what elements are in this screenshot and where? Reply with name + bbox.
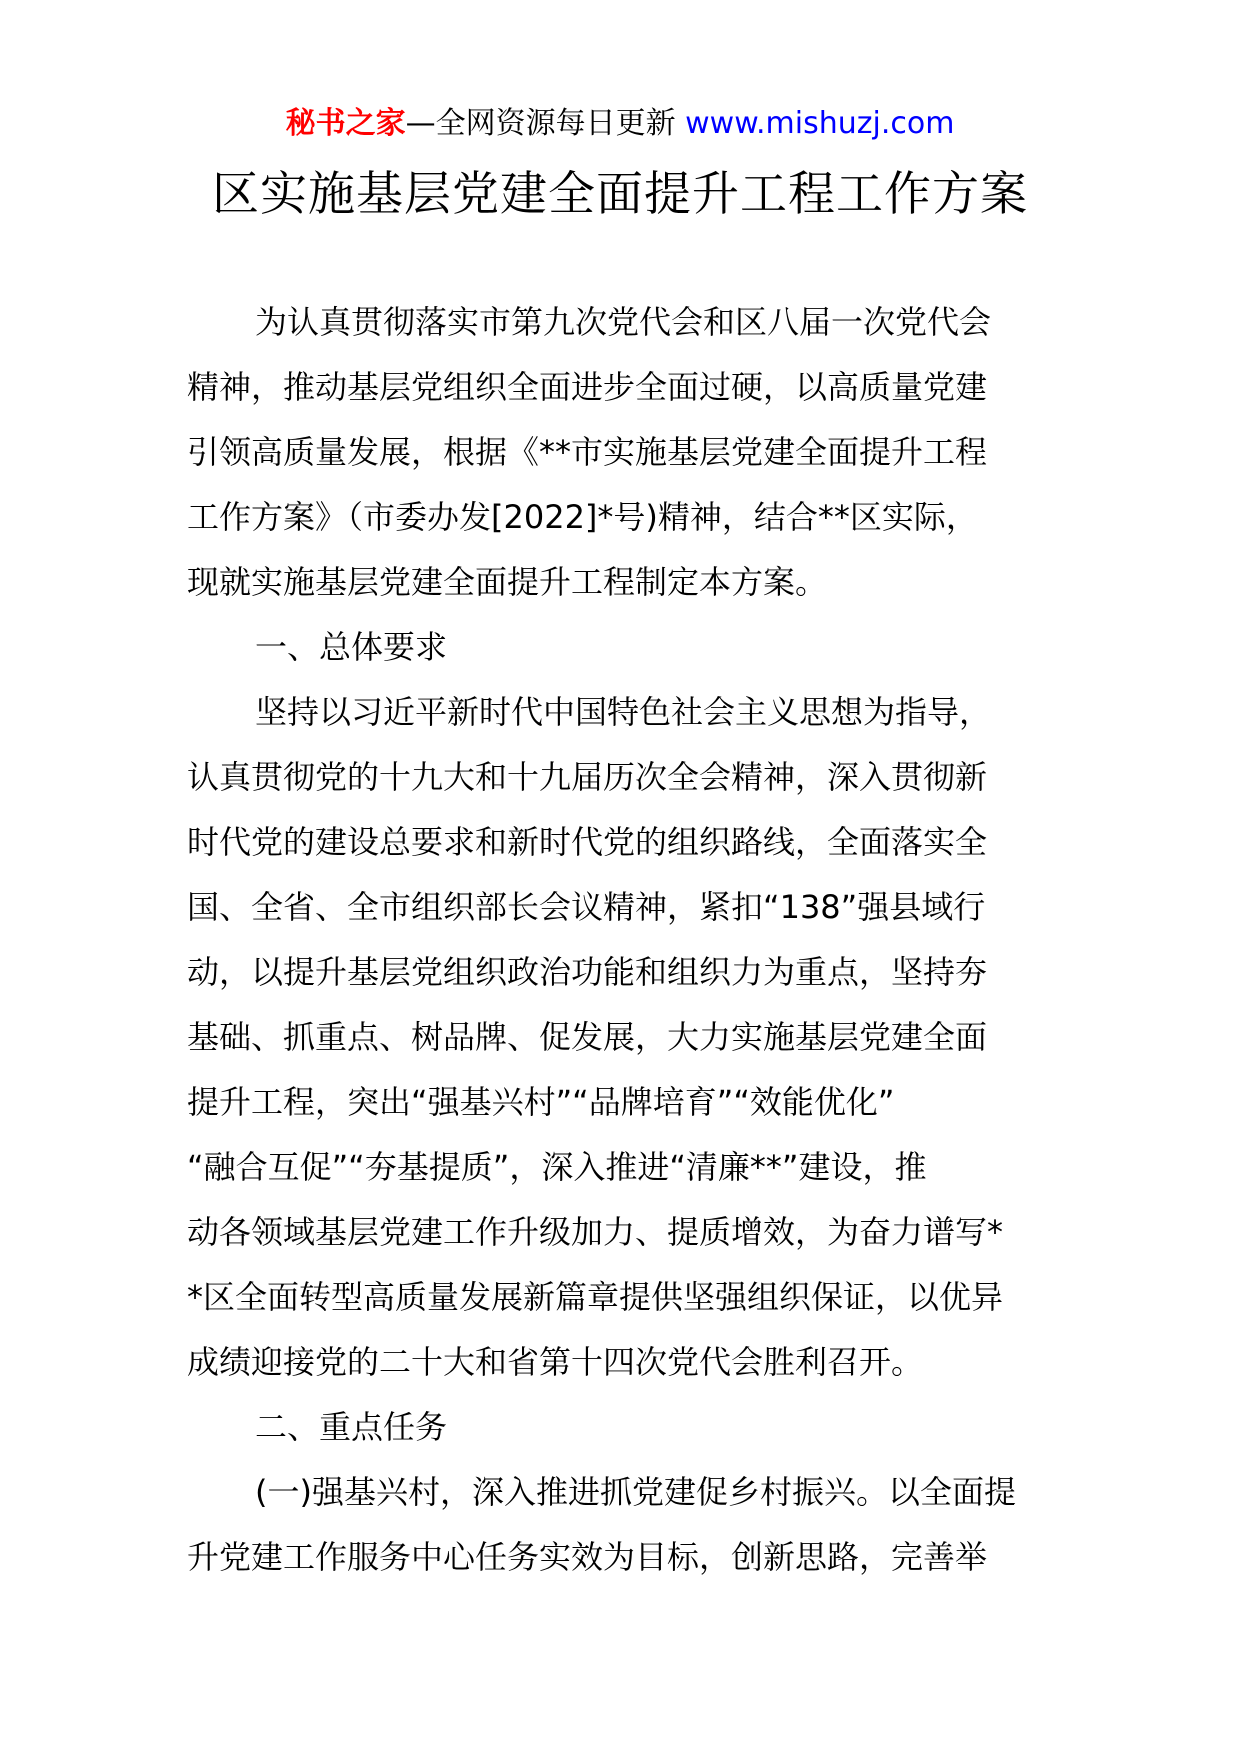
paragraph-line: 为认真贯彻落实市第九次党代会和区八届一次党代会: [255, 303, 992, 341]
paragraph-line: *区全面转型高质量发展新篇章提供坚强组织保证，以优异: [187, 1278, 1004, 1316]
paragraph-line: (一)强基兴村，深入推进抓党建促乡村振兴。以全面提: [255, 1473, 1016, 1511]
paragraph-line: 国、全省、全市组织部长会议精神，紧扣“138”强县域行: [187, 888, 986, 926]
section-heading: 二、重点任务: [255, 1408, 448, 1446]
paragraph-line: 提升工程，突出“强基兴村”“品牌培育”“效能优化”: [187, 1083, 895, 1121]
paragraph-line: 坚持以习近平新时代中国特色社会主义思想为指导，: [255, 693, 992, 731]
paragraph-line: 基础、抓重点、树品牌、促发展，大力实施基层党建全面: [187, 1018, 988, 1056]
document-title: 区实施基层党建全面提升工程工作方案: [212, 167, 1028, 222]
paragraph-line: 精神，推动基层党组织全面进步全面过硬，以高质量党建: [187, 368, 988, 406]
paragraph-line: “融合互促”“夯基提质”，深入推进“清廉**”建设，推: [187, 1148, 927, 1186]
site-brand: 秘书之家: [285, 106, 406, 141]
paragraph-line: 成绩迎接党的二十大和省第十四次党代会胜利召开。: [187, 1343, 924, 1381]
site-header: [0, 104, 1240, 144]
paragraph-line: 时代党的建设总要求和新时代党的组织路线，全面落实全: [187, 823, 988, 861]
section-heading: 一、总体要求: [255, 628, 448, 666]
paragraph-line: 认真贯彻党的十九大和十九届历次全会精神，深入贯彻新: [187, 758, 988, 796]
paragraph-line: 现就实施基层党建全面提升工程制定本方案。: [187, 563, 828, 601]
paragraph-line: 工作方案》（市委办发[2022]*号)精神，结合**区实际，: [187, 498, 978, 536]
site-slogan: —全网资源每日更新: [405, 106, 676, 141]
paragraph-line: 动，以提升基层党组织政治功能和组织力为重点，坚持夯: [187, 953, 988, 991]
paragraph-line: 升党建工作服务中心任务实效为目标，创新思路，完善举: [187, 1538, 988, 1576]
paragraph-line: 动各领域基层党建工作升级加力、提质增效，为奋力谱写*: [187, 1213, 1004, 1251]
paragraph-line: 引领高质量发展，根据《**市实施基层党建全面提升工程: [187, 433, 988, 471]
document-body: [187, 290, 1057, 1590]
site-url-link[interactable]: www.mishuzj.com: [685, 106, 955, 141]
